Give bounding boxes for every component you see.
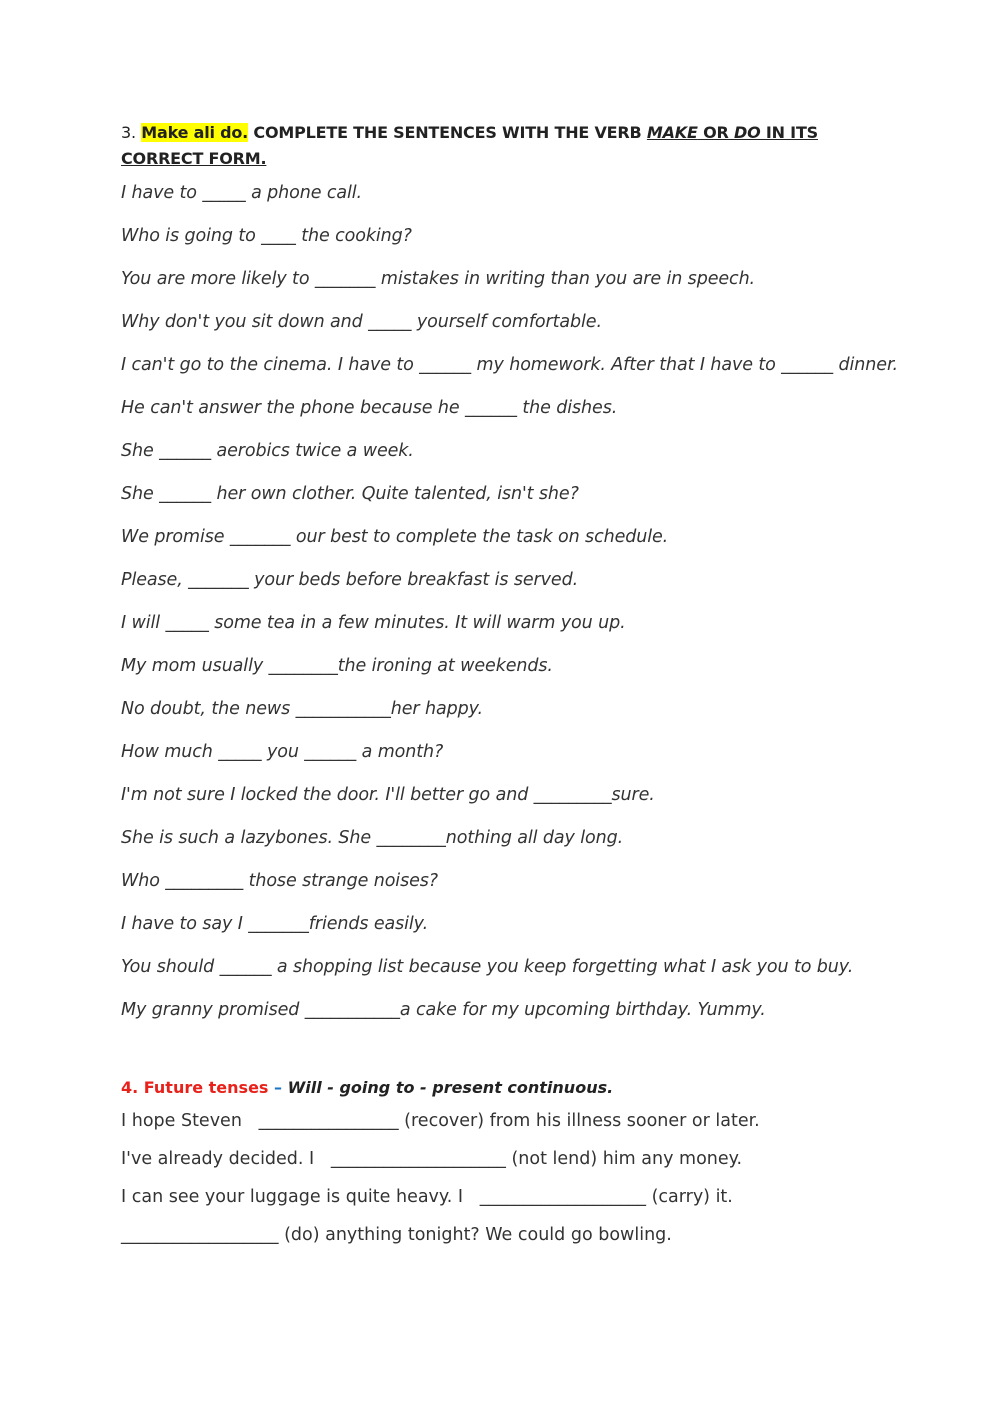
section-3-title-a: COMPLETE THE SENTENCES WITH THE VERB: [248, 123, 647, 142]
sentence: Please, _______ your beds before breakfast is served.: [121, 570, 579, 590]
section-4-heading: [121, 1077, 921, 1099]
sentence: She ______ her own clother. Quite talented, isn't she?: [121, 484, 579, 504]
section-4-dash: –: [274, 1078, 283, 1097]
sentence: You should ______ a shopping list because you keep forgetting what I ask you to buy.: [121, 957, 854, 977]
section-3-title-or: OR: [697, 123, 735, 142]
sentence: I have to _____ a phone call.: [121, 183, 363, 203]
section-3-title-c: CORRECT FORM.: [121, 149, 267, 168]
sentence: Who _________ those strange noises?: [121, 871, 438, 891]
sentence: We promise _______ our best to complete the task on schedule.: [121, 527, 669, 547]
sentence: Who is going to ____ the cooking?: [121, 226, 412, 246]
sentence: She is such a lazybones. She ________nothing all day long.: [121, 828, 624, 848]
sentence: Why don't you sit down and _____ yourself comfortable.: [121, 312, 602, 332]
sentence: No doubt, the news ___________her happy.: [121, 699, 483, 719]
sentence: My granny promised ___________a cake for my upcoming birthday. Yummy.: [121, 1000, 766, 1020]
section-4-title: 4. Future tenses: [121, 1078, 275, 1097]
section-3-highlight: Make ali do.: [141, 123, 249, 142]
future-sentence: I hope Steven ________________ (recover) from his illness sooner or later.: [121, 1111, 760, 1131]
section-3-title-make: MAKE: [646, 123, 698, 142]
future-sentence: I can see your luggage is quite heavy. I ___________________ (carry) it.: [121, 1187, 733, 1207]
sentence: You are more likely to _______ mistakes in writing than you are in speech.: [121, 269, 756, 289]
sentence: How much _____ you ______ a month?: [121, 742, 444, 762]
sentence: I have to say I _______friends easily.: [121, 914, 429, 934]
section-3-number: 3.: [121, 123, 136, 142]
section-3-title-b: IN ITS: [760, 123, 818, 142]
future-sentence: __________________ (do) anything tonight? We could go bowling.: [121, 1225, 672, 1245]
section-4-sentence-list: [121, 1109, 921, 1247]
section-3-sentence-list: [121, 180, 921, 1023]
section-3-heading: [121, 120, 921, 172]
sentence: My mom usually ________the ironing at weekends.: [121, 656, 553, 676]
future-sentence: I've already decided. I ____________________ (not lend) him any money.: [121, 1149, 743, 1169]
sentence: I will _____ some tea in a few minutes. It will warm you up.: [121, 613, 626, 633]
section-4-subtitle: Will - going to - present continuous.: [282, 1078, 614, 1097]
section-3-title-do: DO: [734, 123, 761, 142]
sentence: She ______ aerobics twice a week.: [121, 441, 414, 461]
worksheet-page: [121, 120, 921, 1261]
sentence: I'm not sure I locked the door. I'll better go and _________sure.: [121, 785, 655, 805]
sentence: I can't go to the cinema. I have to ______ my homework. After that I have to ______ dinner.: [121, 355, 898, 375]
sentence: He can't answer the phone because he ______ the dishes.: [121, 398, 618, 418]
